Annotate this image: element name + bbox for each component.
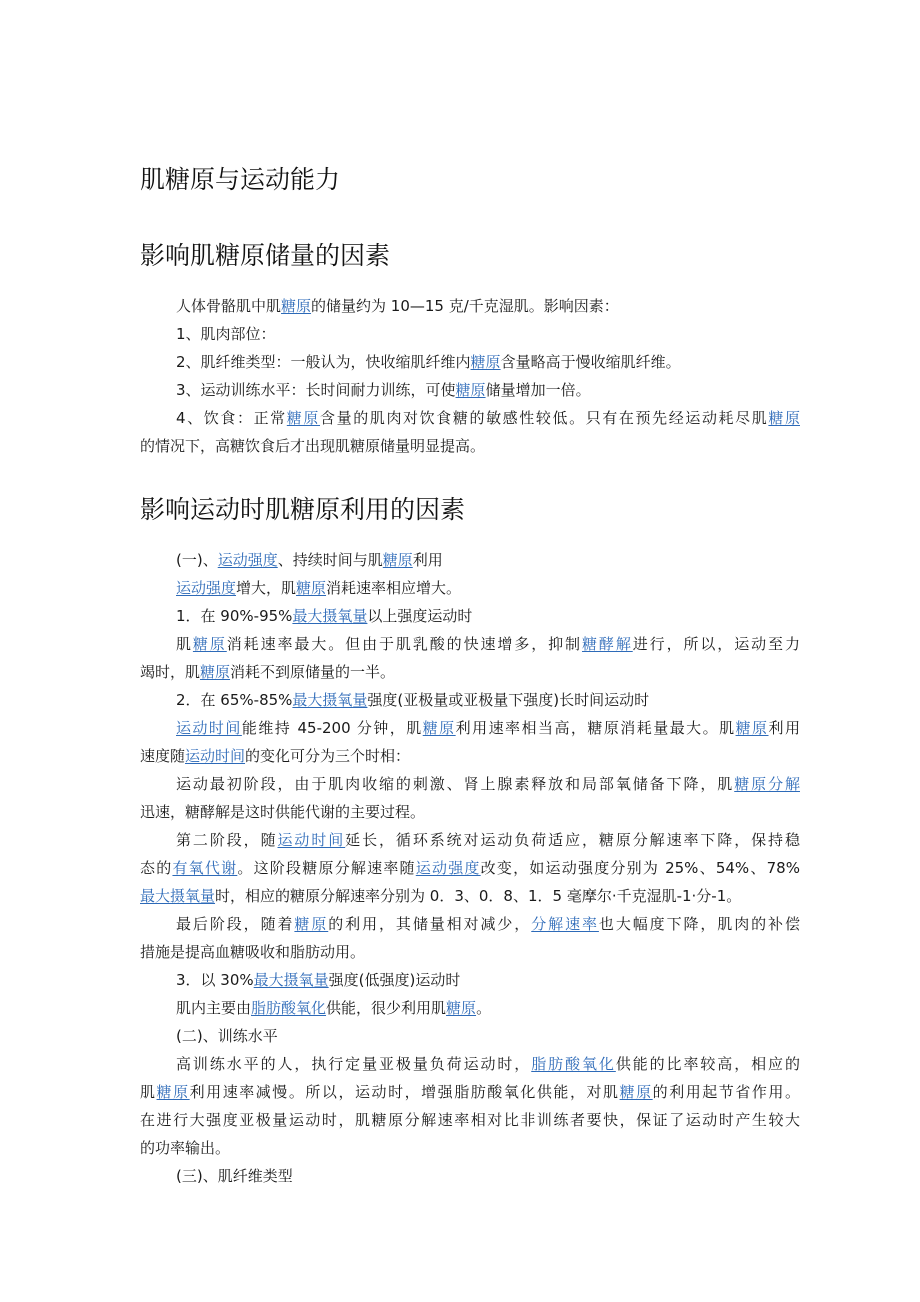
text-segment: 以上强度运动时 bbox=[367, 607, 473, 625]
text-segment: 改变，如运动强度分别为 25%、54%、78% bbox=[480, 859, 800, 877]
section-heading-utilization-factors: 影响运动时肌糖原利用的因素 bbox=[140, 495, 466, 524]
text-line bbox=[140, 348, 800, 376]
text-segment: 肌 bbox=[140, 1083, 157, 1101]
text-segment: (一)、 bbox=[176, 551, 218, 569]
term-link[interactable]: 糖原 bbox=[455, 381, 486, 399]
term-link[interactable]: 糖原 bbox=[470, 353, 501, 371]
term-link[interactable]: 运动时间 bbox=[185, 747, 246, 765]
section-heading-storage-factors: 影响肌糖原储量的因素 bbox=[140, 241, 391, 270]
text-line bbox=[140, 602, 800, 630]
text-line bbox=[140, 376, 800, 404]
text-segment: 1、肌肉部位： bbox=[176, 325, 276, 343]
text-line bbox=[140, 686, 800, 714]
text-segment: 的变化可分为三个时相： bbox=[245, 747, 411, 765]
text-line bbox=[140, 1106, 800, 1134]
text-segment: 增大，肌 bbox=[236, 579, 297, 597]
text-segment: 在进行大强度亚极量运动时，肌糖原分解速率相对比非训练者要快，保证了运动时产生较大 bbox=[140, 1111, 800, 1129]
term-link[interactable]: 分解速率 bbox=[531, 915, 599, 933]
term-link[interactable]: 糖原 bbox=[294, 915, 329, 933]
text-segment: 利用速率减慢。所以，运动时，增强脂肪酸氧化供能，对肌 bbox=[189, 1083, 620, 1101]
text-segment: 利用速率相当高，糖原消耗量最大。肌 bbox=[455, 719, 736, 737]
text-segment: 也大幅度下降，肌肉的补偿 bbox=[598, 915, 800, 933]
text-segment: 竭时，肌 bbox=[140, 663, 201, 681]
term-link[interactable]: 最大摄氧量 bbox=[292, 607, 368, 625]
text-segment: 人体骨骼肌中肌 bbox=[176, 297, 282, 315]
text-line bbox=[140, 320, 800, 348]
text-line bbox=[140, 1162, 800, 1190]
text-segment: 运动最初阶段，由于肌肉收缩的刺激、肾上腺素释放和局部氧储备下降，肌 bbox=[176, 775, 735, 793]
term-link[interactable]: 糖原 bbox=[446, 999, 477, 1017]
text-segment: 供能，很少利用肌 bbox=[326, 999, 447, 1017]
text-line bbox=[140, 630, 800, 658]
text-segment: 。这阶段糖原分解速率随 bbox=[237, 859, 416, 877]
term-link[interactable]: 脂肪酸氧化 bbox=[531, 1055, 616, 1073]
text-line bbox=[140, 292, 800, 320]
text-segment: 态的 bbox=[140, 859, 173, 877]
text-line bbox=[140, 938, 800, 966]
text-line bbox=[140, 742, 800, 770]
text-segment: 的功率输出。 bbox=[140, 1139, 231, 1157]
term-link[interactable]: 糖原 bbox=[296, 579, 327, 597]
term-link[interactable]: 运动强度 bbox=[176, 579, 237, 597]
text-line bbox=[140, 432, 800, 460]
text-line bbox=[140, 714, 800, 742]
text-segment: 能维持 45-200 分钟，肌 bbox=[241, 719, 423, 737]
term-link[interactable]: 糖原 bbox=[281, 297, 312, 315]
term-link[interactable]: 运动时间 bbox=[176, 719, 242, 737]
text-segment: 的利用起节省作用。 bbox=[652, 1083, 800, 1101]
text-line bbox=[140, 994, 800, 1022]
text-segment: 的情况下，高糖饮食后才出现肌糖原储量明显提高。 bbox=[140, 437, 486, 455]
text-line bbox=[140, 854, 800, 882]
term-link[interactable]: 运动强度 bbox=[415, 859, 481, 877]
text-segment: 4、饮食：正常 bbox=[176, 409, 287, 427]
term-link[interactable]: 最大摄氧量 bbox=[292, 691, 368, 709]
term-link[interactable]: 糖原 bbox=[619, 1083, 653, 1101]
text-segment: 3、运动训练水平：长时间耐力训练，可使 bbox=[176, 381, 456, 399]
text-line bbox=[140, 546, 800, 574]
text-segment: 第二阶段，随 bbox=[176, 831, 278, 849]
text-segment: 的储量约为 10—15 克/千克湿肌。影响因素： bbox=[311, 297, 619, 315]
term-link[interactable]: 糖原分解 bbox=[734, 775, 800, 793]
text-segment: 时，相应的糖原分解速率分别为 0．3、0．8、1．5 毫摩尔·千克湿肌-1·分-1。 bbox=[215, 887, 742, 905]
text-segment: 肌 bbox=[176, 635, 193, 653]
text-segment: 2、肌纤维类型：一般认为，快收缩肌纤维内 bbox=[176, 353, 471, 371]
text-segment: 储量增加一倍。 bbox=[485, 381, 591, 399]
text-segment: 、持续时间与肌 bbox=[277, 551, 383, 569]
text-segment: 2．在 65%-85% bbox=[176, 691, 293, 709]
text-segment: 含量的肌肉对饮食糖的敏感性较低。只有在预先经运动耗尽肌 bbox=[320, 409, 769, 427]
text-segment: 延长，循环系统对运动负荷适应，糖原分解速率下降，保持稳 bbox=[345, 831, 800, 849]
text-segment: 供能的比率较高，相应的 bbox=[615, 1055, 800, 1073]
text-segment: 强度(亚极量或亚极量下强度)长时间运动时 bbox=[367, 691, 650, 709]
text-segment: 消耗不到原储量的一半。 bbox=[230, 663, 396, 681]
text-line bbox=[140, 826, 800, 854]
text-segment: 迅速，糖酵解是这时供能代谢的主要过程。 bbox=[140, 803, 426, 821]
text-segment: 利用 bbox=[768, 719, 800, 737]
text-segment: 。 bbox=[476, 999, 492, 1017]
text-segment: (二)、训练水平 bbox=[176, 1027, 278, 1045]
text-segment: (三)、肌纤维类型 bbox=[176, 1167, 293, 1185]
text-segment: 利用 bbox=[412, 551, 443, 569]
text-segment: 进行，所以，运动至力 bbox=[632, 635, 800, 653]
term-link[interactable]: 最大摄氧量 bbox=[140, 887, 216, 905]
text-segment: 措施是提高血糖吸收和脂肪动用。 bbox=[140, 943, 366, 961]
text-line bbox=[140, 770, 800, 798]
text-line bbox=[140, 1134, 800, 1162]
text-line bbox=[140, 1078, 800, 1106]
text-segment: 最后阶段，随着 bbox=[176, 915, 295, 933]
text-line bbox=[140, 798, 800, 826]
text-segment: 消耗速率相应增大。 bbox=[326, 579, 462, 597]
text-line bbox=[140, 658, 800, 686]
text-line bbox=[140, 404, 800, 432]
term-link[interactable]: 糖原 bbox=[735, 719, 769, 737]
term-link[interactable]: 糖原 bbox=[200, 663, 231, 681]
term-link[interactable]: 糖酵解 bbox=[581, 635, 633, 653]
term-link[interactable]: 糖原 bbox=[382, 551, 413, 569]
term-link[interactable]: 糖原 bbox=[156, 1083, 190, 1101]
text-segment: 含量略高于慢收缩肌纤维。 bbox=[500, 353, 681, 371]
term-link[interactable]: 糖原 bbox=[286, 409, 321, 427]
text-segment: 肌内主要由 bbox=[176, 999, 252, 1017]
text-segment: 速度随 bbox=[140, 747, 186, 765]
term-link[interactable]: 有氧代谢 bbox=[172, 859, 238, 877]
term-link[interactable]: 运动时间 bbox=[277, 831, 346, 849]
text-line bbox=[140, 966, 800, 994]
term-link[interactable]: 最大摄氧量 bbox=[253, 971, 329, 989]
term-link[interactable]: 糖原 bbox=[192, 635, 227, 653]
text-segment: 3．以 30% bbox=[176, 971, 254, 989]
term-link[interactable]: 运动强度 bbox=[217, 551, 278, 569]
term-link[interactable]: 糖原 bbox=[422, 719, 456, 737]
term-link[interactable]: 脂肪酸氧化 bbox=[251, 999, 327, 1017]
text-segment: 的利用，其储量相对减少， bbox=[328, 915, 532, 933]
document-title: 肌糖原与运动能力 bbox=[140, 165, 341, 194]
text-segment: 1．在 90%-95% bbox=[176, 607, 293, 625]
text-line bbox=[140, 910, 800, 938]
text-segment: 消耗速率最大。但由于肌乳酸的快速增多，抑制 bbox=[226, 635, 582, 653]
text-segment: 强度(低强度)运动时 bbox=[328, 971, 461, 989]
term-link[interactable]: 糖原 bbox=[768, 409, 800, 427]
text-line bbox=[140, 1022, 800, 1050]
text-line bbox=[140, 1050, 800, 1078]
text-line bbox=[140, 882, 800, 910]
text-segment: 高训练水平的人，执行定量亚极量负荷运动时， bbox=[176, 1055, 532, 1073]
text-line bbox=[140, 574, 800, 602]
